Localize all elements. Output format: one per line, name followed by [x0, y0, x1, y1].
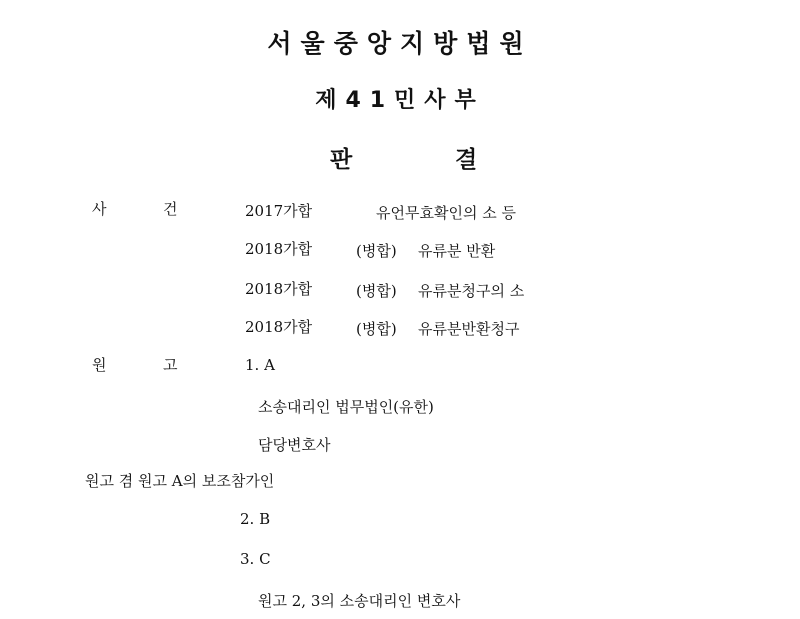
judgment-title-second: 결 — [455, 147, 478, 173]
intervenor-label: 원고 겸 원고 A의 보조참가인 — [85, 472, 275, 490]
case-number: 2017가합 — [245, 202, 313, 220]
case-merge-tag: (병합) — [356, 320, 397, 338]
court-name: 서울중앙지방법원 — [267, 29, 533, 58]
judgment-title-first: 판 — [330, 147, 353, 173]
case-number: 2018가합 — [245, 240, 313, 258]
case-title: 유류분반환청구 — [418, 320, 520, 338]
plaintiff-counsel: 소송대리인 법무법인(유한) — [258, 398, 434, 416]
plaintiff-counsel-23: 원고 2, 3의 소송대리인 변호사 — [258, 592, 461, 610]
division-name: 제41민사부 — [315, 88, 485, 113]
case-label-sa: 사 — [92, 200, 107, 218]
case-title: 유언무효확인의 소 등 — [376, 204, 516, 222]
plaintiff-second: 2. B — [240, 510, 271, 528]
case-title: 유류분 반환 — [418, 242, 496, 260]
plaintiff-label-won: 원 — [92, 356, 107, 374]
plaintiff-label-go: 고 — [163, 356, 178, 374]
case-title: 유류분청구의 소 — [418, 282, 525, 300]
case-merge-tag: (병합) — [356, 242, 397, 260]
plaintiff-first: 1. A — [245, 356, 275, 374]
case-number: 2018가합 — [245, 280, 313, 298]
plaintiff-third: 3. C — [240, 550, 271, 568]
case-number: 2018가합 — [245, 318, 313, 336]
case-merge-tag: (병합) — [356, 282, 397, 300]
case-label-geon: 건 — [163, 200, 178, 218]
plaintiff-attorney: 담당변호사 — [258, 436, 331, 454]
